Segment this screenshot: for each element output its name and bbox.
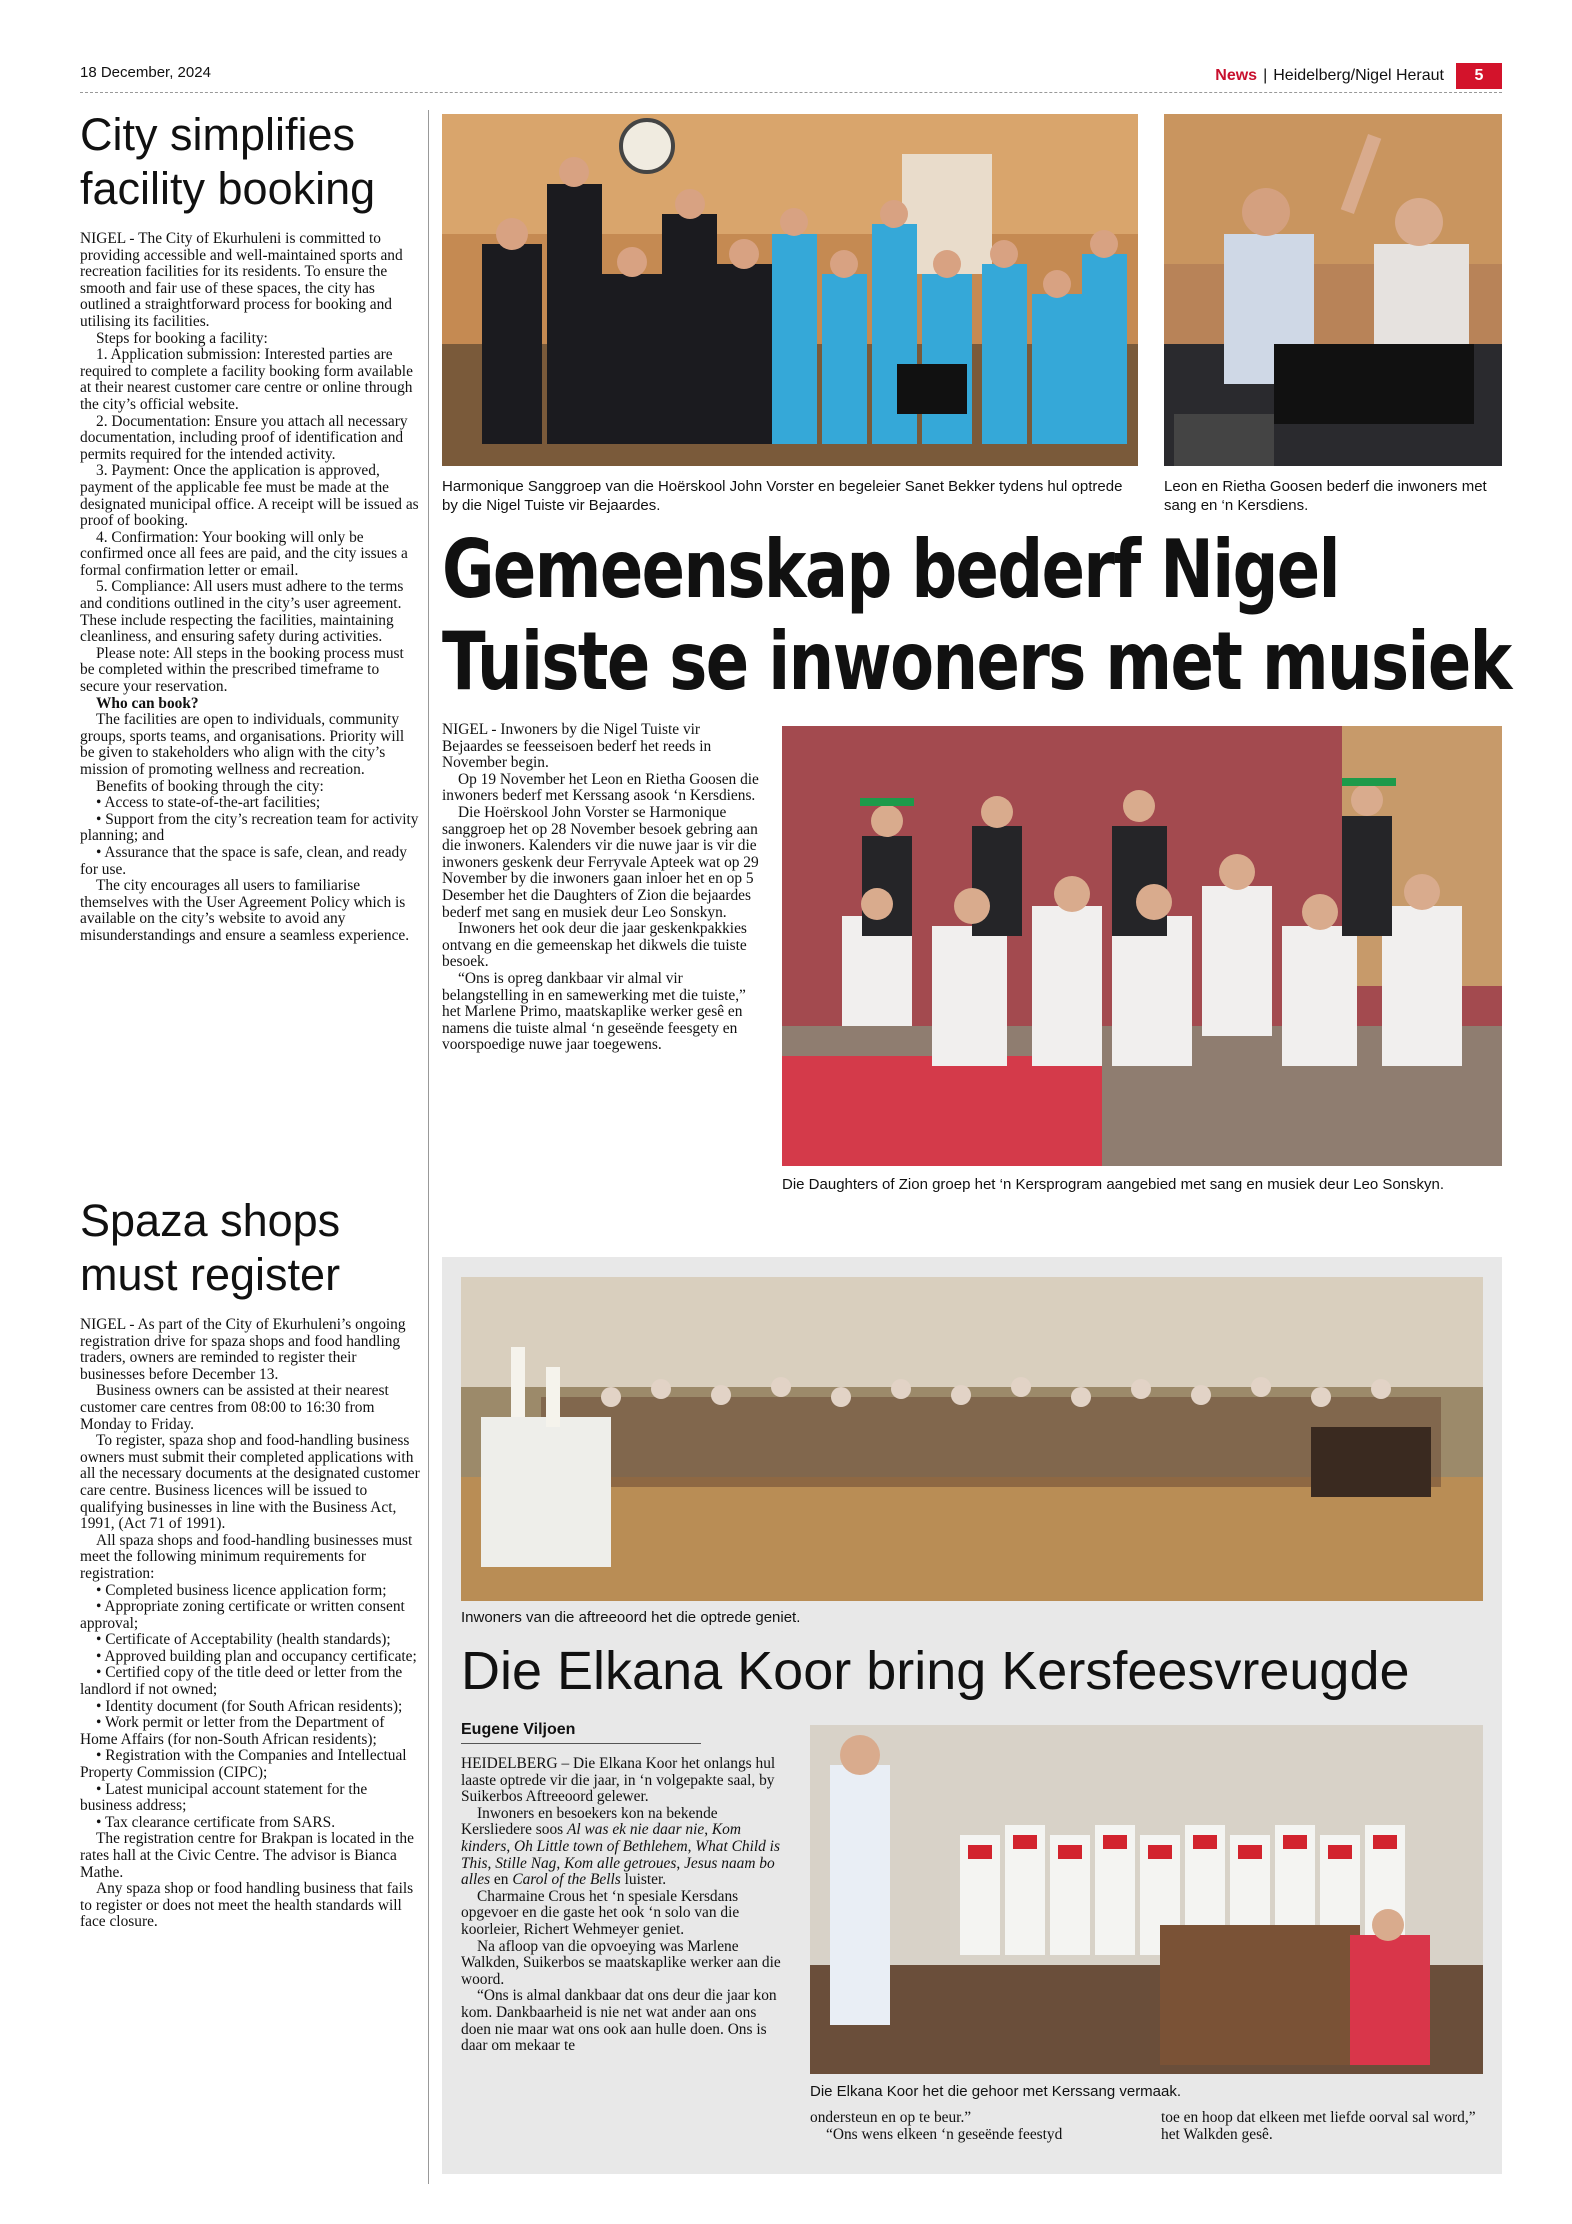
headline-line: City simplifies <box>80 109 356 160</box>
headline-gemeenskap <box>442 524 1511 708</box>
headline-line: Tuiste se inwoners met musiek <box>442 615 1511 708</box>
elkana-choir-caption: Die Elkana Koor het die gehoor met Kerssang vermaak. <box>810 2083 1182 2100</box>
paragraph: All spaza shops and food-handling businesses must meet the following minimum requirements for registration: <box>80 1531 413 1582</box>
article-body <box>80 1317 420 1931</box>
paragraph: Business owners can be assisted at their nearest customer care centres from 08:00 to 16:30 from Monday to Friday. <box>80 1382 389 1433</box>
paragraph: 2. Documentation: Ensure you attach all necessary documentation, including proof of identification and permits required for the intended activity. <box>80 412 408 463</box>
paragraph: • Access to state-of-the-art facilities; <box>96 794 321 812</box>
singers-photo <box>1164 114 1502 466</box>
paragraph: NIGEL - The City of Ekurhuleni is committed to providing accessible and well-maintained sports and recreation facilities for its residents. To ensure the smooth and fair use of these spaces, the city has outlined a straightforward process for booking and utilising its facilities. <box>80 230 403 330</box>
headline-spaza-shops <box>80 1194 420 1302</box>
carols-outro: luister. <box>620 1871 667 1889</box>
carol-title: Al was ek nie daar nie <box>567 1821 705 1839</box>
article-body <box>80 231 420 945</box>
paragraph: To register, spaza shop and food-handling business owners must submit their completed applications with all the necessary documents at the designated customer care centre. Business licences will be issued to qualifying businesses in line with the Business Act, 1991, (Act 71 of 1991). <box>80 1432 420 1533</box>
headline-line: Gemeenskap bederf Nigel <box>442 523 1339 616</box>
publication-name: Heidelberg/Nigel Heraut <box>1273 67 1444 84</box>
paragraph: NIGEL - Inwoners by die Nigel Tuiste vir Bejaardes se feesseisoen bederf het reeds in November begin. <box>442 721 712 772</box>
header-separator: | <box>1263 67 1268 84</box>
paragraph: • Latest municipal account statement for the business address; <box>80 1780 368 1815</box>
carols-intro: Inwoners en besoekers kon na bekende Kersliedere soos <box>461 1804 718 1839</box>
issue-date: 18 December, 2024 <box>80 64 211 81</box>
page-number: 5 <box>1456 63 1502 89</box>
article-body-elkana-col3 <box>1161 2110 1483 2143</box>
paragraph: Na afloop van die opvoeying was Marlene Walkden, Suikerbos se maatskaplike werker aan die woord. <box>461 1937 781 1988</box>
paragraph: “Ons is opreg dankbaar vir almal vir belangstelling in en samewerking met die tuiste,” het Marlene Primo, maatskaplike werker gesê en namens die tuiste almal ‘n geseënde feesgety en voorspoedige nuwe jaar toegewens. <box>442 969 746 1054</box>
paragraph: • Tax clearance certificate from SARS. <box>96 1813 336 1831</box>
paragraph: • Appropriate zoning certificate or written consent approval; <box>80 1598 405 1632</box>
paragraph: 4. Confirmation: Your booking will only be confirmed once all fees are paid, and the city issues a formal confirmation letter or email. <box>80 528 408 579</box>
carol-title: What Child is This <box>461 1837 780 1872</box>
choir-photo-caption: Harmonique Sanggroep van die Hoërskool John Vorster en begeleier Sanet Bekker tydens hul optrede by die Nigel Tuiste vir Bejaardes. <box>442 478 1123 514</box>
paragraph: NIGEL - As part of the City of Ekurhuleni’s ongoing registration drive for spaza shops and food handling traders, owners are reminded to register their businesses before December 13. <box>80 1316 406 1383</box>
choir-photo <box>442 114 1138 466</box>
paragraph: 5. Compliance: All users must adhere to the terms and conditions outlined in the city’s user agreement. These include respecting the facilities, maintaining cleanliness, and ensuring safety during activities. <box>80 578 404 646</box>
daughters-of-zion-caption: Die Daughters of Zion groep het ‘n Kersprogram aangebied met sang en musiek deur Leo Sonskyn. <box>782 1176 1445 1193</box>
carol-title: Carol of the Bells <box>512 1871 621 1889</box>
paragraph: toe en hoop dat elkeen met liefde oorval sal word,” het Walkden gesê. <box>1161 2109 1476 2143</box>
article-spaza-shops <box>80 1194 420 1931</box>
paragraph: • Assurance that the space is safe, clean, and ready for use. <box>80 843 407 878</box>
paragraph: HEIDELBERG – Die Elkana Koor het onlangs hul laaste optrede vir die jaar, in ‘n volgepakte saal, by Suikerbos Aftreeoord gelewer. <box>461 1755 776 1806</box>
paragraph: “Ons wens elkeen ‘n geseënde feestyd <box>826 2125 1063 2143</box>
byline-author: Eugene Viljoen <box>461 1721 701 1744</box>
carols-and: en <box>490 1871 513 1889</box>
article-facility-booking <box>80 108 420 945</box>
elkana-choir-photo <box>810 1725 1483 2074</box>
paragraph: 1. Application submission: Interested parties are required to complete a facility booking form available at their nearest customer care centre or online through the city’s official website. <box>80 346 413 413</box>
paragraph: Op 19 November het Leon en Rietha Goosen die inwoners bederf met Kerssang asook ‘n Kersdiens. <box>442 770 759 805</box>
paragraph: Please note: All steps in the booking process must be completed within the prescribed timeframe to secure your reservation. <box>80 644 404 696</box>
paragraph: • Completed business licence application form; <box>96 1581 387 1599</box>
paragraph: The facilities are open to individuals, community groups, sports teams, and organisations. Priority will be given to stakeholders who align with the city’s mission of promoting wellness and recreation. <box>80 711 405 778</box>
paragraph: • Certified copy of the title deed or letter from the landlord if not owned; <box>80 1664 403 1699</box>
article-body-elkana <box>461 1756 783 2055</box>
paragraph: • Support from the city’s recreation team for activity planning; and <box>80 810 419 845</box>
article-body-elkana-col2 <box>810 2110 1132 2143</box>
paragraph: • Work permit or letter from the Department of Home Affairs (for non-South African residents); <box>80 1714 385 1748</box>
article-body-gemeenskap <box>442 722 764 1054</box>
paragraph: Inwoners het ook deur die jaar geskenkpakkies ontvang en die gemeenskap het dikwels die tuiste besoek. <box>442 920 747 971</box>
paragraph: Any spaza shop or food handling business that fails to register or does not meet the health standards will face closure. <box>80 1880 414 1931</box>
paragraph: Charmaine Crous het ‘n spesiale Kersdans opgevoer en die gaste het ook ‘n solo van die koorleier, Richert Wehmeyer geniet. <box>461 1887 740 1938</box>
carol-title: Kom kinders <box>461 1821 741 1855</box>
singers-photo-caption: Leon en Rietha Goosen bederf die inwoners met sang en ‘n Kersdiens. <box>1164 478 1487 514</box>
paragraph: Who can book? <box>96 694 199 712</box>
page-header-right <box>1215 63 1502 89</box>
carol-title: Stille Nag <box>495 1854 557 1872</box>
paragraph: Die Hoërskool John Vorster se Harmonique sanggroep het op 28 November besoek gebring aan die inwoners. Kalenders vir die nuwe jaar is vir die inwoners geskenk deur Ferryvale Apteek wat op 29 November by die inwoners gaan inloer het en op 5 Desember het die Daughters of Zion die bejaardes bederf met sang en musiek deur Leo Sonskyn. <box>442 803 759 921</box>
paragraph: Benefits of booking through the city: <box>96 777 324 795</box>
paragraph: The city encourages all users to familiarise themselves with the User Agreement Policy which is available on the city’s website to avoid any misunderstandings and ensure a seamless experience. <box>80 877 410 944</box>
paragraph: The registration centre for Brakpan is located in the rates hall at the Civic Centre. The advisor is Bianca Mathe. <box>80 1830 414 1881</box>
audience-hall-photo <box>461 1277 1483 1601</box>
carol-title: Oh Little town of Bethlehem <box>514 1837 688 1855</box>
paragraph: • Registration with the Companies and Intellectual Property Commission (CIPC); <box>80 1747 407 1782</box>
headline-elkana-koor: Die Elkana Koor bring Kersfeesvreugde <box>461 1641 1410 1701</box>
headline-line: facility booking <box>80 163 376 214</box>
paragraph: ondersteun en op te beur.” <box>810 2109 972 2126</box>
paragraph: • Identity document (for South African residents); <box>96 1697 403 1715</box>
paragraph: • Approved building plan and occupancy certificate; <box>96 1647 417 1665</box>
paragraph: • Certificate of Acceptability (health standards); <box>96 1631 391 1649</box>
column-divider <box>428 110 429 2184</box>
daughters-of-zion-photo <box>782 726 1502 1166</box>
carol-title: Jesus naam bo alles <box>461 1854 775 1889</box>
header-rule <box>80 92 1502 93</box>
carol-title: Kom alle getroues <box>564 1854 677 1872</box>
headline-line: Spaza shops <box>80 1195 341 1246</box>
paragraph: Steps for booking a facility: <box>96 329 268 347</box>
paragraph: 3. Payment: Once the application is approved, payment of the applicable fee must be made at the designated municipal office. A receipt will be issued as proof of booking. <box>80 462 419 530</box>
paragraph: “Ons is almal dankbaar dat ons deur die jaar kon kom. Dankbaarheid is nie net wat ander aan ons doen nie maar wat ons ook aan hulle doen. Ons is daar om mekaar te <box>461 1987 777 2055</box>
paragraph: Inwoners en besoekers kon na bekende Kersliedere soos Al was ek nie daar nie, Kom kinders, Oh Little town of Bethlehem, What Child is This, Stille Nag, Kom alle getroues, Jesus naam bo alles en Carol of the Bells luister. <box>461 1804 780 1889</box>
section-label: News <box>1215 67 1258 84</box>
headline-line: must register <box>80 1249 341 1300</box>
audience-hall-caption: Inwoners van die aftreeoord het die optrede geniet. <box>461 1609 801 1626</box>
headline-facility-booking <box>80 108 420 216</box>
